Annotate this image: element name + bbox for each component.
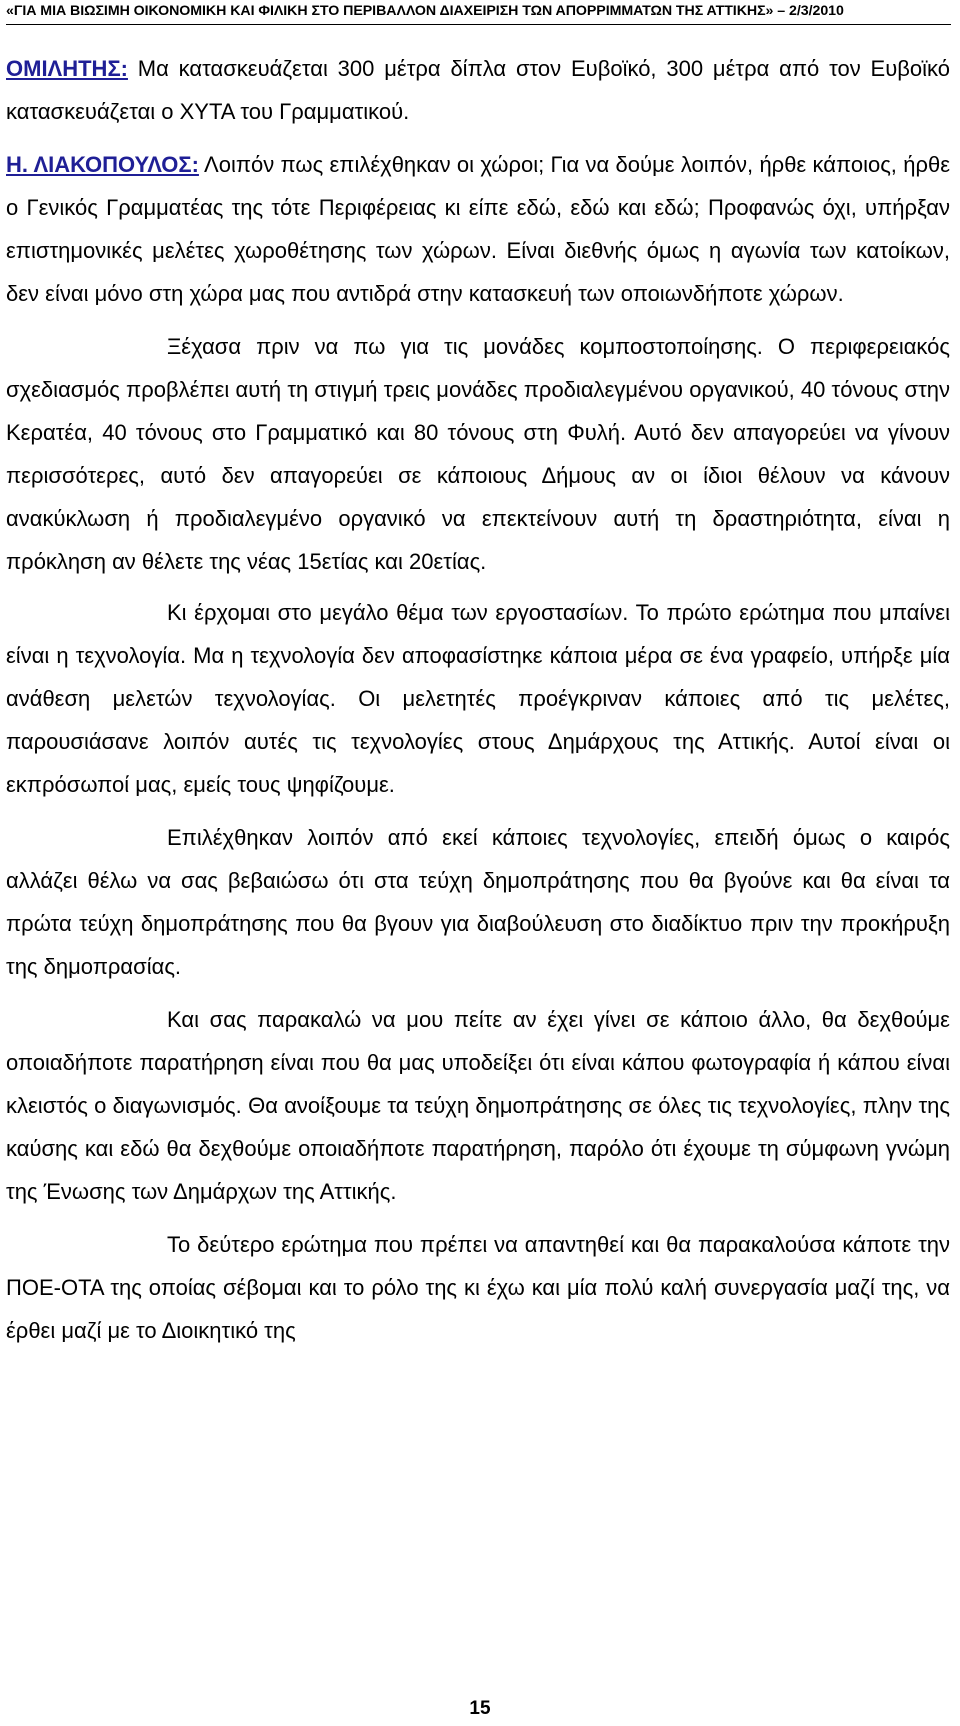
header-rule — [6, 24, 951, 25]
document-body — [6, 47, 950, 1352]
paragraph-2 — [6, 143, 950, 315]
paragraph-6: Και σας παρακαλώ να μου πείτε αν έχει γίνει σε κάποιο άλλο, θα δεχθούμε οποιαδήποτε παρατήρηση είναι που θα μας υποδείξει ότι είναι κάπου φωτογραφία ή κάπου είναι κλειστός ο διαγωνισμός. Θα ανοίξουμε τα τεύχη δημοπράτησης σε όλες τις τεχνολογίες, πλην της καύσης και εδώ θα δεχθούμε οποιαδήποτε παρατήρηση, παρόλο ότι έχουμε τη σύμφωνη γνώμη της Ένωσης των Δημάρχων της Αττικής. — [6, 1007, 950, 1204]
paragraph-7: Το δεύτερο ερώτημα που πρέπει να απαντηθεί και θα παρακαλούσα κάποτε την ΠΟΕ-ΟΤΑ της οποίας σέβομαι και το ρόλο της κι έχω και μία πολύ καλή συνεργασία μαζί της, να έρθει μαζί με το Διοικητικό της — [6, 1232, 950, 1343]
paragraph-text: Μα κατασκευάζεται 300 μέτρα δίπλα στον Ευβοϊκό, 300 μέτρα από τον Ευβοϊκό κατασκευάζεται ο ΧΥΤΑ του Γραμματικού. — [6, 56, 950, 124]
paragraph-text: Λοιπόν πως επιλέχθηκαν οι χώροι; Για να δούμε λοιπόν, ήρθε κάποιος, ήρθε ο Γενικός Γραμματέας της τότε Περιφέρειας κι είπε εδώ, εδώ και εδώ; Προφανώς όχι, υπήρξαν επιστημονικές μελέτες χωροθέτησης των χώρων. Είναι διεθνής όμως η αγωνία των κατοίκων, δεν είναι μόνο στη χώρα μας που αντιδρά στην κατασκευή των οποιωνδήποτε χώρων. — [6, 152, 950, 306]
paragraph-5: Επιλέχθηκαν λοιπόν από εκεί κάποιες τεχνολογίες, επειδή όμως ο καιρός αλλάζει θέλω να σας βεβαιώσω ότι στα τεύχη δημοπράτησης που θα βγούνε και θα είναι τα πρώτα τεύχη δημοπράτησης που θα βγουν για διαβούλευση στο διαδίκτυο πριν την προκήρυξη της δημοπρασίας. — [6, 825, 950, 979]
speaker-label: Η. ΛΙΑΚΟΠΟΥΛΟΣ: — [6, 152, 199, 177]
paragraph-3: Ξέχασα πριν να πω για τις μονάδες κομποστοποίησης. Ο περιφερειακός σχεδιασμός προβλέπει αυτή τη στιγμή τρεις μονάδες προδιαλεγμένου οργανικού, 40 τόνους στην Κερατέα, 40 τόνους στο Γραμματικό και 80 τόνους στη Φυλή. Αυτό δεν απαγορεύει να γίνουν περισσότερες, αυτό δεν απαγορεύει σε κάποιους Δήμους αν οι ίδιοι θέλουν να κάνουν ανακύκλωση ή προδιαλεγμένο οργανικό να επεκτείνουν αυτή τη δραστηριότητα, είναι η πρόκληση αν θέλετε της νέας 15ετίας και 20ετίας. — [6, 334, 950, 574]
paragraph-1 — [6, 47, 950, 133]
running-header: «ΓΙΑ ΜΙΑ ΒΙΩΣΙΜΗ ΟΙΚΟΝΟΜΙΚΗ ΚΑΙ ΦΙΛΙΚΗ ΣΤΟ ΠΕΡΙΒΑΛΛΟΝ ΔΙΑΧΕΙΡΙΣΗ ΤΩΝ ΑΠΟΡΡΙΜΜΑΤΩΝ ΤΗΣ ΑΤΤΙΚΗΣ» – 2/3/2010 — [6, 3, 844, 19]
speaker-label: ΟΜΙΛΗΤΗΣ: — [6, 56, 128, 81]
paragraph-4: Κι έρχομαι στο μεγάλο θέμα των εργοστασίων. Το πρώτο ερώτημα που μπαίνει είναι η τεχνολογία. Μα η τεχνολογία δεν αποφασίστηκε κάποια μέρα σε ένα γραφείο, υπήρξε μία ανάθεση μελετών τεχνολογίας. Οι μελετητές προέγκριναν κάποιες από τις μελέτες, παρουσιάσανε λοιπόν αυτές τις τεχνολογίες στους Δημάρχους της Αττικής. Αυτοί είναι οι εκπρόσωποί μας, εμείς τους ψηφίζουμε. — [6, 600, 950, 797]
page-number: 15 — [469, 1698, 491, 1719]
